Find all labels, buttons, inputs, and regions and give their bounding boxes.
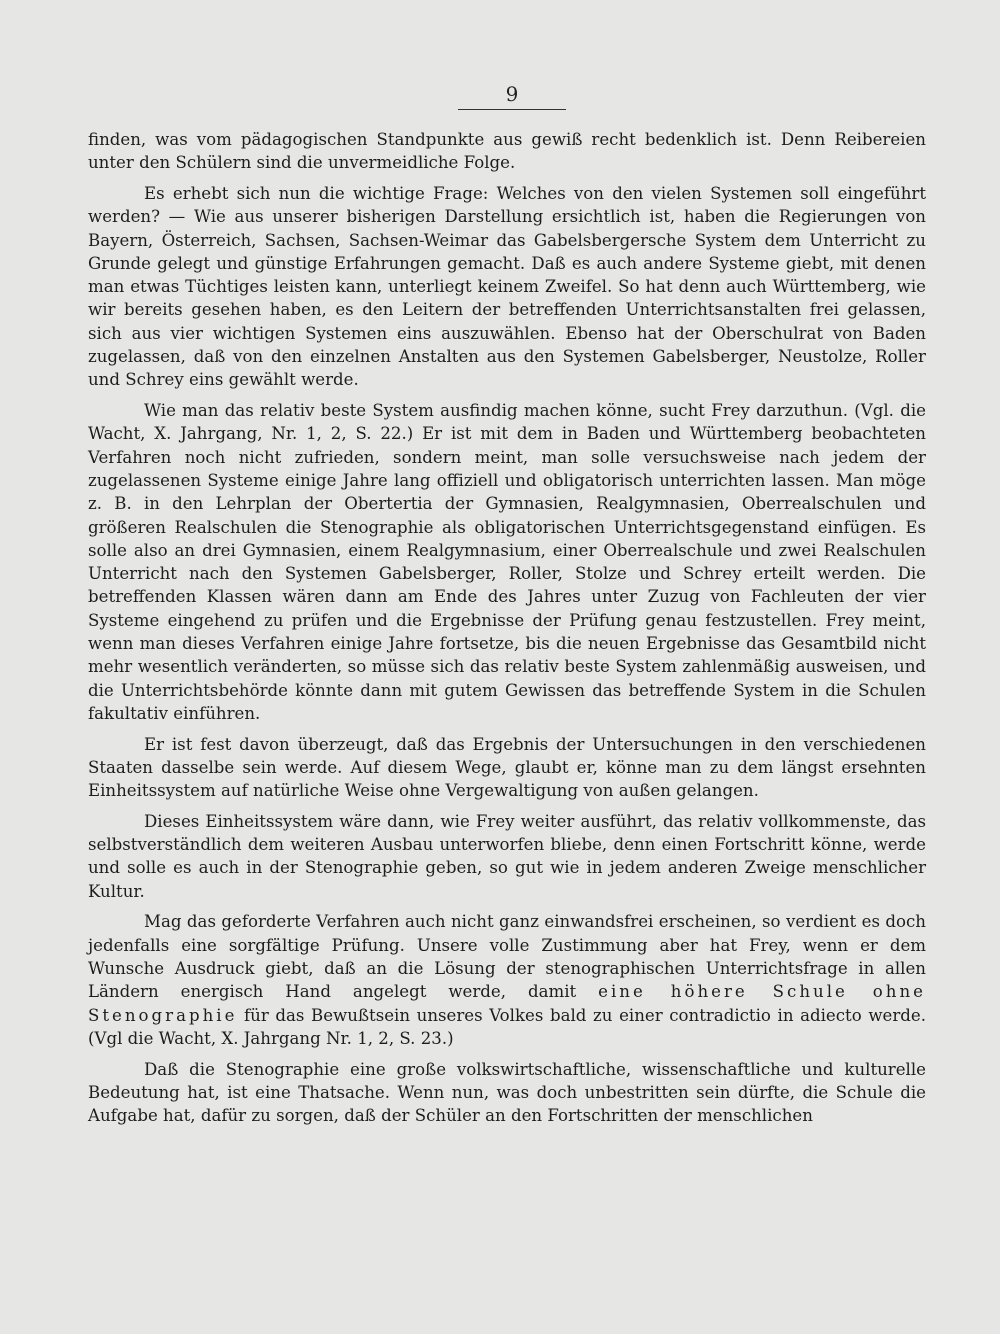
paragraph-text: Mag das geforderte Verfahren auch nicht ganz einwandsfrei erscheinen, so verdient es doch jedenfalls eine sorgfältige Prüfung. Unsere volle Zustimmung aber hat Frey, wenn er dem Wunsche Ausdruck giebt, daß an die Lösung der stenographischen Unterrichtsfrage in allen Ländern energisch Hand angelegt werde, damit	[88, 912, 926, 1002]
emphasized-phrase: eine höhere Schule ohne Stenographie	[88, 982, 926, 1025]
body-text	[88, 128, 926, 1135]
paragraph-7	[88, 1058, 926, 1128]
paragraph-1	[88, 128, 926, 175]
paragraph-text: werde. (Vgl die Wacht, X. Jahrgang Nr. 1, 2, S. 23.)	[88, 1005, 926, 1048]
paragraph-4	[88, 733, 926, 803]
paragraph-text: Es erhebt sich nun die wichtige Frage: Welches von den vielen Systemen soll eingeführt werden? — Wie aus unserer bisherigen Darstellung ersichtlich ist, haben die Regierungen von Bayern, Österreich, Sachsen, Sachsen-Weimar das Gabelsbergersche System dem Unterricht zu Grunde gelegt und günstige Erfahrungen gemacht. Daß es auch andere Systeme giebt, mit denen man etwas Tüchtiges leisten kann, unterliegt keinem Zweifel. So hat denn auch Württemberg, wie wir bereits gesehen haben, es den Leitern der betreffenden Unterrichtsanstalten frei gelassen, sich aus vier wichtigen Systemen eins auszuwählen. Ebenso hat der Oberschulrat von Baden zugelassen, daß von den einzelnen Anstalten aus den Systemen Gabelsberger, Neustolze, Roller und Schrey eins gewählt werde.	[88, 183, 926, 390]
paragraph-text: Er ist fest davon überzeugt, daß das Ergebnis der Untersuchungen in den verschiedenen Staaten dasselbe sein werde. Auf diesem Wege, glaubt er, könne man zu dem längst ersehnten Einheitssystem auf natürliche Weise ohne Vergewaltigung von außen gelangen.	[88, 734, 926, 801]
paragraph-text: Daß die Stenographie eine große volkswirtschaftliche, wissenschaftliche und kulturelle Bedeutung hat, ist eine Thatsache. Wenn nun, was doch unbestritten sein dürfte, die Schule die Aufgabe hat, dafür zu sorgen, daß der Schüler an den Fortschritten der menschlichen	[88, 1059, 926, 1126]
paragraph-3	[88, 399, 926, 725]
paragraph-2	[88, 182, 926, 392]
latin-phrase: contradictio in adiecto	[669, 1005, 862, 1025]
page-number: 9	[505, 82, 519, 106]
header-rule	[458, 109, 566, 110]
paragraph-6	[88, 910, 926, 1050]
paragraph-text: für das Bewußtsein unseres Volkes bald zu einer	[237, 1005, 670, 1025]
paragraph-text: Wie man das relativ beste System ausfindig machen könne, sucht Frey darzuthun. (Vgl. die Wacht, X. Jahrgang, Nr. 1, 2, S. 22.) Er ist mit dem in Baden und Württemberg beobachteten Verfahren noch nicht zufrieden, sondern meint, man solle versuchsweise nach jedem der zugelassenen Systeme einige Jahre lang offiziell und obligatorisch unterrichten lassen. Man möge z. B. in den Lehrplan der Obertertia der Gymnasien, Realgymnasien, Oberrealschulen und größeren Realschulen die Stenographie als obligatorischen Unterrichtsgegenstand einfügen. Es solle also an drei Gymnasien, einem Realgymnasium, einer Oberrealschule und zwei Realschulen Unterricht nach den Systemen Gabelsberger, Roller, Stolze und Schrey erteilt werden. Die betreffenden Klassen wären dann am Ende des Jahres unter Zuzug von Fachleuten der vier Systeme eingehend zu prüfen und die Ergebnisse der Prüfung genau festzustellen. Frey meint, wenn man dieses Verfahren einige Jahre fortsetze, bis die neuen Ergebnisse das Gesamtbild nicht mehr wesentlich veränderten, so müsse sich das relativ beste System zahlenmäßig ausweisen, und die Unterrichtsbehörde könnte dann mit gutem Gewissen das betreffende System in die Schulen fakultativ einführen.	[88, 401, 926, 723]
paragraph-5	[88, 810, 926, 903]
paragraph-text: Dieses Einheitssystem wäre dann, wie Frey weiter ausführt, das relativ vollkommenste, das selbstverständlich dem weiteren Ausbau unterworfen bliebe, denn einen Fortschritt könne, werde und solle es auch in der Stenographie geben, so gut wie in jedem anderen Zweige menschlicher Kultur.	[88, 811, 926, 901]
paragraph-text: finden, was vom pädagogischen Standpunkte aus gewiß recht bedenklich ist. Denn Reibereien unter den Schülern sind die unvermeidliche Folge.	[88, 130, 926, 173]
